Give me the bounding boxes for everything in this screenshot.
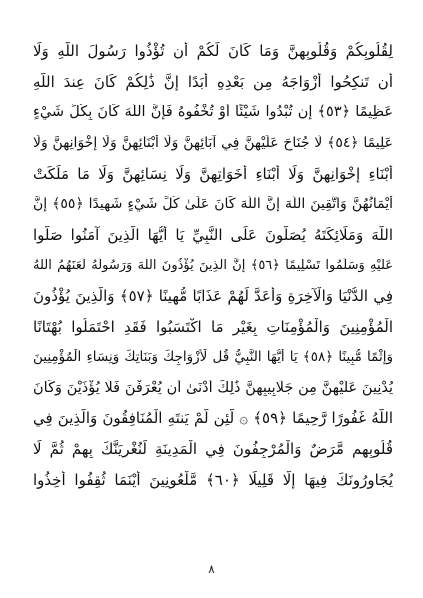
text-line: اللَّهُ غَفُورًا رَّحِيمًا ﴿٥٩﴾ ۞ لَّئِن لَّمْ يَنتَهِ الْمُنَافِقُونَ وَالَّذِينَ فِي	[33, 409, 393, 428]
text-line: يُدْنِينَ عَلَيْهِنَّ مِن جَلَابِيبِهِنَّ ذَٰلِكَ أَدْنَىٰ أَن يُعْرَفْنَ فَلَا يُؤْذَيْنَ وَكَانَ	[33, 379, 393, 396]
text-line: عَلِيمًا ﴿٥٤﴾ لَّا جُنَاحَ عَلَيْهِنَّ فِي آبَائِهِنَّ وَلَا أَبْنَائِهِنَّ وَلَا إِخْوَانِهِنَّ وَلَا	[33, 135, 393, 152]
text-line: الْمُؤْمِنِينَ وَالْمُؤْمِنَاتِ بِغَيْرِ مَا اكْتَسَبُوا فَقَدِ احْتَمَلُوا بُهْتَانًا	[33, 317, 393, 336]
text-line: أَن تَنكِحُوا أَزْوَاجَهُ مِن بَعْدِهِ أَبَدًا إِنَّ ذَٰلِكُمْ كَانَ عِندَ اللَّهِ	[33, 72, 393, 91]
text-line: أَيْمَانُهُنَّ وَاتَّقِينَ اللَّهَ إِنَّ اللَّهَ كَانَ عَلَىٰ كُلِّ شَيْءٍ شَهِيدًا ﴿٥٥﴾ إِنَّ	[33, 196, 393, 213]
text-line: فِي الدُّنْيَا وَالْآخِرَةِ وَأَعَدَّ لَهُمْ عَذَابًا مُّهِينًا ﴿٥٧﴾ وَالَّذِينَ يُؤْذُونَ	[33, 287, 393, 306]
text-line: وَإِثْمًا مُّبِينًا ﴿٥٨﴾ يَا أَيُّهَا النَّبِيُّ قُل لِّأَزْوَاجِكَ وَبَنَاتِكَ وَنِسَاءِ الْمُؤْمِنِينَ	[33, 349, 393, 366]
quran-text-block	[33, 36, 393, 526]
page-number: ٨	[208, 562, 215, 576]
text-line: أَبْنَاءِ إِخْوَانِهِنَّ وَلَا أَبْنَاءِ أَخَوَاتِهِنَّ وَلَا نِسَائِهِنَّ وَلَا مَا مَلَكَتْ	[33, 164, 393, 183]
text-line: يُجَاوِرُونَكَ فِيهَا إِلَّا قَلِيلًا ﴿٦٠﴾ مَّلْعُونِينَ أَيْنَمَا ثُقِفُوا أُخِذُوا	[33, 470, 393, 489]
text-line: عَظِيمًا ﴿٥٣﴾ إِن تُبْدُوا شَيْئًا أَوْ تُخْفُوهُ فَإِنَّ اللَّهَ كَانَ بِكُلِّ شَيْءٍ	[33, 104, 393, 121]
text-line: قُلُوبِهِم مَّرَضٌ وَالْمُرْجِفُونَ فِي الْمَدِينَةِ لَنُغْرِيَنَّكَ بِهِمْ ثُمَّ لَا	[33, 440, 393, 459]
text-line: اللَّهَ وَمَلَائِكَتَهُ يُصَلُّونَ عَلَى النَّبِيِّ يَا أَيُّهَا الَّذِينَ آمَنُوا صَلُّوا	[33, 225, 393, 244]
text-line: عَلَيْهِ وَسَلِّمُوا تَسْلِيمًا ﴿٥٦﴾ إِنَّ الَّذِينَ يُؤْذُونَ اللَّهَ وَرَسُولَهُ لَعَنَهُمُ اللَّهُ	[33, 257, 393, 273]
text-line: لِقُلُوبِكُمْ وَقُلُوبِهِنَّ وَمَا كَانَ لَكُمْ أَن تُؤْذُوا رَسُولَ اللَّهِ وَلَا	[33, 42, 393, 61]
